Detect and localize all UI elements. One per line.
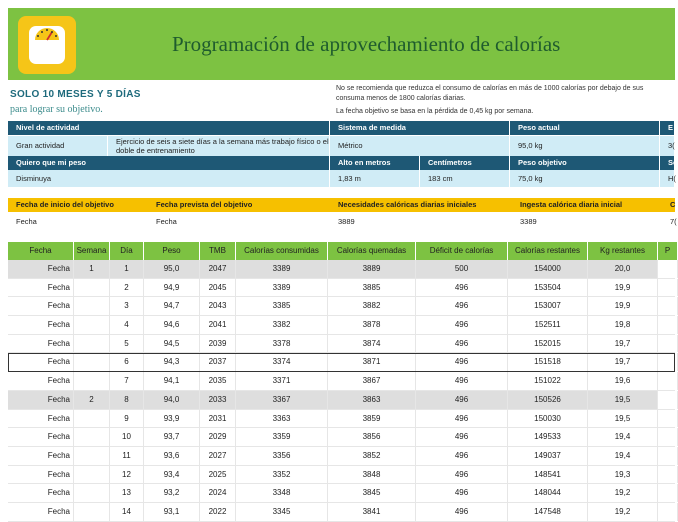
page-title: Programación de aprovechamiento de calorías (172, 32, 561, 56)
table-row[interactable]: Fecha 14 93,1 2022 3345 3841 496 147548 19,2 (8, 503, 675, 522)
initial-needs-header: Necesidades calóricas diarias iniciales (330, 198, 512, 212)
table-row[interactable]: Fecha 9 93,9 2031 3363 3859 496 150030 19,5 (8, 410, 675, 429)
goal-subtitle: para lograr su objetivo. (10, 104, 103, 115)
start-date-value[interactable]: Fecha (8, 214, 148, 230)
initial-intake-value: 3389 (512, 214, 662, 230)
measure-system-header: Sistema de medida (330, 121, 510, 135)
title-banner (8, 8, 675, 80)
col-calories-remaining[interactable]: Calorías restantes (508, 242, 588, 260)
weight-goal-value[interactable]: Disminuya (8, 170, 330, 187)
table-row[interactable]: Fecha 10 93,7 2029 3359 3856 496 149533 19,4 (8, 428, 675, 447)
info-header-row-3: Fecha de inicio del objetivo Fecha prevista del objetivo Necesidades calóricas diarias iniciales Ingesta calórica diaria inicial C (8, 198, 675, 212)
expected-date-header: Fecha prevista del objetivo (148, 198, 330, 212)
col-calorie-deficit[interactable]: Déficit de calorías (416, 242, 508, 260)
initial-intake-header: Ingesta calórica diaria inicial (512, 198, 662, 212)
info-header-row-1: Nivel de actividad Sistema de medida Peso actual E (8, 121, 675, 135)
table-row[interactable]: Fecha 12 93,4 2025 3352 3848 496 148541 19,3 (8, 466, 675, 485)
table-row[interactable]: Fecha 4 94,6 2041 3382 3878 496 152511 19,8 (8, 316, 675, 335)
weight-goal-header: Quiero que mi peso (8, 156, 330, 170)
table-row[interactable]: Fecha 5 94,5 2039 3378 3874 496 152015 19,7 (8, 335, 675, 354)
table-row[interactable]: Fecha 11 93,6 2027 3356 3852 496 149037 19,4 (8, 447, 675, 466)
col-date[interactable]: Fecha (8, 242, 74, 260)
col-calories-burned[interactable]: Calorías quemadas (328, 242, 416, 260)
measure-system-value[interactable]: Métrico (330, 136, 510, 156)
col-kg-remaining[interactable]: Kg restantes (588, 242, 658, 260)
col-weight[interactable]: Peso (144, 242, 200, 260)
activity-level-header: Nivel de actividad (8, 121, 330, 135)
col-week[interactable]: Semana (74, 242, 110, 260)
height-cm-value[interactable]: 183 cm (420, 170, 510, 187)
schedule-table-header (8, 242, 675, 260)
table-row[interactable]: Fecha 1 1 95,0 2047 3389 3889 500 154000 20,0 (8, 260, 675, 279)
info-value-row-2: Disminuya 1,83 m 183 cm 75,0 kg H( (8, 170, 675, 187)
table-row[interactable]: Fecha 3 94,7 2043 3385 3882 496 153007 19,9 (8, 297, 675, 316)
info-header-row-2: Quiero que mi peso Alto en metros Centímetros Peso objetivo Se (8, 156, 675, 170)
activity-description: Ejercicio de seis a siete días a la semana más trabajo físico o el doble de entrenamiento (108, 136, 330, 156)
col-extra[interactable]: P (658, 242, 678, 260)
info-value-row-3: Fecha Fecha 3889 3389 7( (8, 214, 675, 230)
initial-needs-value: 3889 (330, 214, 512, 230)
goal-countdown: SOLO 10 MESES Y 5 DÍAS (10, 89, 141, 100)
start-date-header: Fecha de inicio del objetivo (8, 198, 148, 212)
target-date-note: La fecha objetivo se basa en la pérdida de 0,45 kg por semana. (336, 108, 534, 115)
target-weight-value[interactable]: 75,0 kg (510, 170, 660, 187)
activity-level-value[interactable]: Gran actividad (8, 136, 108, 156)
calorie-warning-note: No se recomienda que reduzca el consumo de calorías en más de 1000 calorías por debajo de sus consuma menos de 1800 calorías diarias. (336, 85, 644, 102)
col-calories-consumed[interactable]: Calorías consumidas (236, 242, 328, 260)
current-weight-value[interactable]: 95,0 kg (510, 136, 660, 156)
table-row[interactable]: Fecha 13 93,2 2024 3348 3845 496 148044 19,2 (8, 484, 675, 503)
table-row[interactable]: Fecha 7 94,1 2035 3371 3867 496 151022 19,6 (8, 372, 675, 391)
target-weight-header: Peso objetivo (510, 156, 660, 170)
schedule-table-body (8, 260, 675, 522)
col-day[interactable]: Día (110, 242, 144, 260)
height-cm-header: Centímetros (420, 156, 510, 170)
height-m-header: Alto en metros (330, 156, 420, 170)
col-tmb[interactable]: TMB (200, 242, 236, 260)
height-m-value[interactable]: 1,83 m (330, 170, 420, 187)
table-row[interactable]: Fecha 2 94,9 2045 3389 3885 496 153504 19,9 (8, 279, 675, 298)
info-value-row-1: Gran actividad Ejercicio de seis a siete días a la semana más trabajo físico o el doble de entrenamiento Métrico 95,0 kg 3( (8, 136, 675, 156)
table-row[interactable]: Fecha 2 8 94,0 2033 3367 3863 496 150526 19,5 (8, 391, 675, 410)
scale-icon (18, 16, 76, 74)
expected-date-value: Fecha (148, 214, 330, 230)
table-row-selected[interactable]: Fecha 6 94,3 2037 3374 3871 496 151518 19,7 (8, 353, 675, 372)
current-weight-header: Peso actual (510, 121, 660, 135)
